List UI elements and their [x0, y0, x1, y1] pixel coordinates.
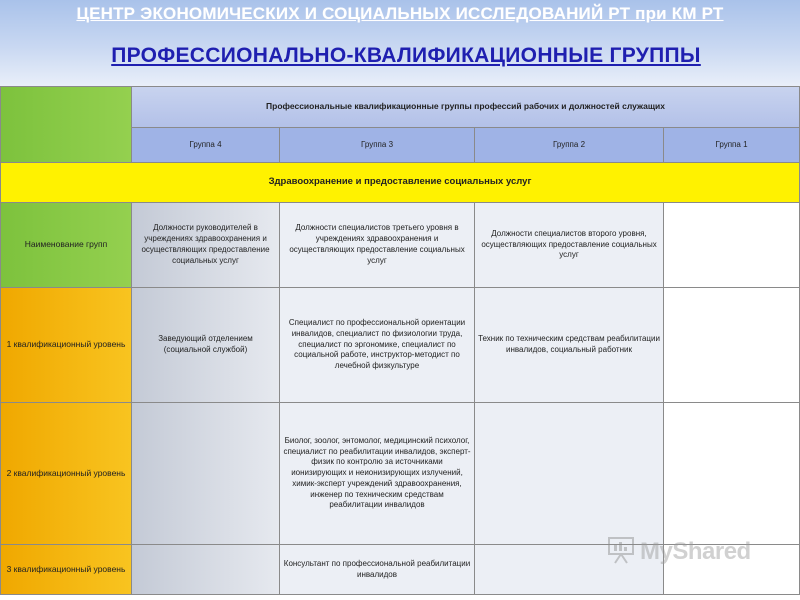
cell-level-2-g4	[132, 403, 280, 545]
row-label-group-names: Наименование групп	[0, 203, 132, 288]
cell-group-names-g2: Должности специалистов второго уровня, осуществляющих предоставление социальных услуг	[475, 203, 664, 288]
cell-level-3-g4	[132, 545, 280, 595]
organization-name: ЦЕНТР ЭКОНОМИЧЕСКИХ И СОЦИАЛЬНЫХ ИССЛЕДОВАНИЙ РТ при КМ РТ	[76, 4, 724, 23]
cell-level-1-g3: Специалист по профессиональной ориентации инвалидов, специалист по физиологии труда, специалист по эргономике, специалист по социальной работе, инструктор-методист по лечебной физкультуре	[280, 288, 475, 403]
row-label-level-2: 2 квалификационный уровень	[0, 403, 132, 545]
row-label-level-1: 1 квалификационный уровень	[0, 288, 132, 403]
group-header-2: Группа 2	[475, 128, 664, 163]
cell-group-names-g3: Должности специалистов третьего уровня в учреждениях здравоохранения и осуществляющих предоставление социальных услуг	[280, 203, 475, 288]
table-corner-cell	[0, 86, 132, 163]
group-header-4: Группа 4	[132, 128, 280, 163]
row-label-level-3: 3 квалификационный уровень	[0, 545, 132, 595]
sector-row: Здравоохранение и предоставление социальных услуг	[0, 163, 800, 203]
page-title: ПРОФЕССИОНАЛЬНО-КВАЛИФИКАЦИОННЫЕ ГРУППЫ	[111, 44, 701, 67]
presentation-icon	[606, 536, 636, 569]
cell-level-2-g2	[475, 403, 664, 545]
group-header-3: Группа 3	[280, 128, 475, 163]
watermark	[606, 537, 796, 567]
cell-level-1-g2: Техник по техническим средствам реабилитации инвалидов, социальный работник	[475, 288, 664, 403]
cell-group-names-g4: Должности руководителей в учреждениях здравоохранения и осуществляющих предоставление социальных услуг	[132, 203, 280, 288]
cell-level-3-g3: Консультант по профессиональной реабилитации инвалидов	[280, 545, 475, 595]
cell-level-2-g1	[664, 403, 800, 545]
cell-level-1-g1	[664, 288, 800, 403]
cell-group-names-g1	[664, 203, 800, 288]
cell-level-2-g3: Биолог, зоолог, энтомолог, медицинский психолог, специалист по реабилитации инвалидов, эксперт-физик по контролю за источниками ионизирующих и неионизирующих излучений, химик-эксперт учреждений здравоохранения, инженер по техническим средствам реабилитации инвалидов	[280, 403, 475, 545]
group-header-1: Группа 1	[664, 128, 800, 163]
cell-level-1-g4: Заведующий отделением (социальной службой)	[132, 288, 280, 403]
table-main-header: Профессиональные квалификационные группы профессий рабочих и должностей служащих	[132, 86, 800, 128]
watermark-text: MyShared	[640, 538, 751, 565]
